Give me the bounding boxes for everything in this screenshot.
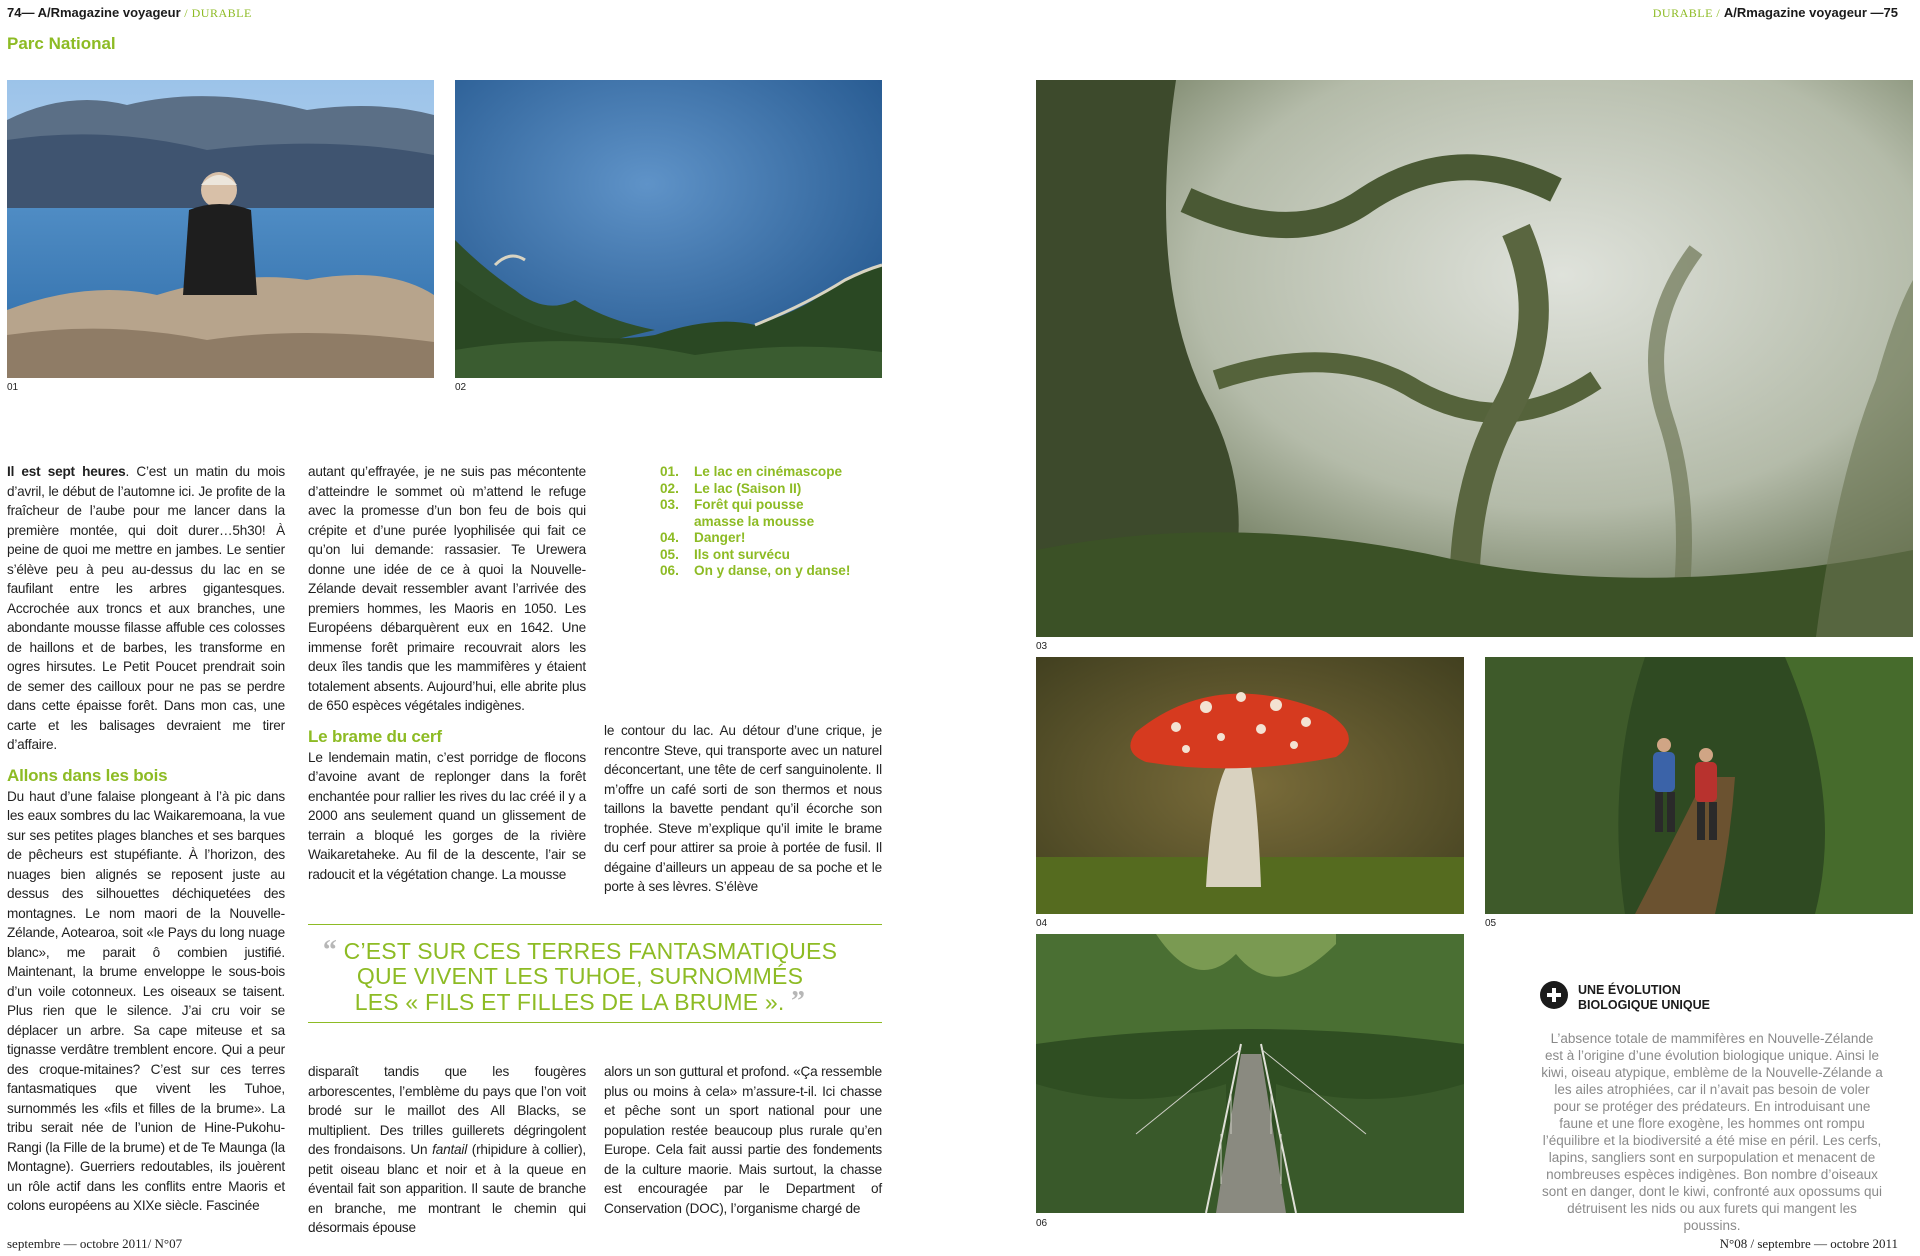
caption-01: 01 [7, 382, 19, 393]
photo-04-red-mushroom [1036, 657, 1464, 914]
article-para-1: . C’est un matin du mois d’avril, le début de l’automne ici. Je profite de la fraîcheur de l’aube pour me lancer dans la première montée, qui doit durer…5h30! À peine de quoi me mettre en jambes. Le sentier s’élève peu à peu au-dessus du lac en se faufilant entre les arbres gigantesques. Accrochée aux troncs et aux branches, une abondante mousse filasse affuble ces colosses de haillons et de barbes, les transforme en ogres hirsutes. Le Petit Poucet prendrait soin de semer des cailloux pour ne pas se perdre dans cette épaisse forêt. Dans mon cas, une carte et les balisages devraient me tirer d’affaire. [7, 464, 285, 752]
section-title: Parc National [7, 34, 116, 53]
article-lead: Il est sept heures [7, 464, 126, 479]
list-item: 05. Ils ont survécu [660, 546, 790, 562]
caption-03: 03 [1036, 641, 1048, 652]
article-para-4: Le lendemain matin, c’est porridge de flocons d’avoine avant de replonger dans la forêt enchantée pour rallier les rives du lac créé il y a 2000 ans seulement quand un glissement de terrain a bloqué les gorges de la rivière Waikaretaheke. Au fil de la descente, l’air se radoucit et la végétation change. La mousse [308, 749, 586, 882]
pullquote-rule-bottom [308, 1022, 882, 1023]
article-column-2 [308, 462, 586, 884]
list-item: 06. On y danse, on y danse! [660, 563, 851, 578]
caption-06: 06 [1036, 1218, 1048, 1229]
pullquote [300, 935, 860, 1017]
article-para-2: Du haut d’une falaise plongeant à l’à pic dans les eaux sombres du lac Waikaremoana, la vue sur ses petites plages blanches et ses barques de pêcheurs est stupéfiante. À l’horizon, des nuages bien alignés se reposent juste au dessus des silhouettes déchiquetées des montagnes. Le nom maori de la Nouvelle-Zélande, Aotearoa, soit «le Pays du long nuage blanc», me parait ô combien justifié. Maintenant, la brume enveloppe le sous-bois d’un voile cotonneux. Les oiseaux se taisent. Plus rien que le silence. J’ai cru voir se déplacer un arbre. Sa cape miteuse et sa tignasse verdâtre tremblent encore. Qui a peur des croque-mitaines? C’est sur ces terres fantasmatiques que vivent les Tuhoe, surnommés les «fils et filles de la brume». La tribu serait née de l’union de Hine-Pukohu-Rangi (la Fille de la brume) et de Te Maunga (la Montagne). Guerriers redoutables, ils jouèrent un rôle actif dans les conflits entre Maoris et colons européens au XIXe siècle. Fascinée [7, 788, 285, 1213]
article-para-3: autant qu’effrayée, je ne suis pas mécontente d’atteindre le sommet où m’attend le refuge avec la promesse d’un bon feu de bois qui crépite et d’une purée lyophilisée qui fait ce qu’on lui demande: rassasier. Te Urewera donne une idée de ce à quoi la Nouvelle-Zélande devait ressembler avant l’arrivée des premiers hommes, les Maoris en 1050. Les Européens débarquèrent eux en 1642. Une immense forêt primaire recouvrait alors les deux îles tandis que les mammifères y étaient totalement absents. Aujourd’hui, elle abrite plus de 650 espèces végétales indigènes. [308, 464, 586, 713]
list-item: 01. Le lac en cinémascope [660, 464, 843, 479]
sidebar-body: L’absence totale de mammifères en Nouvelle-Zélande est à l’origine d’une évolution biologique unique. Ainsi le kiwi, oiseau atypique, emblème de la Nouvelle-Zélande a les ailes atrophiées, car il n’avait pas besoin de voler pour se protéger des prédateurs. En introduisant une faune et une flore exogène, les hommes ont rompu l’équilibre et la biodiversité a été mise en péril. Les cerfs, lapins, sangliers sont en surpopulation et menacent de nombreuses espèces indigènes. Bon nombre d’oiseaux sont en danger, dont le kiwi, confronté aux opossums qui détruisent les nids ou aux furets qui mangent les poussins. [1541, 1031, 1883, 1233]
pullquote-line-1: C’EST SUR CES TERRES FANTASMATIQUES [343, 938, 838, 964]
article-para-7: alors un son guttural et profond. «Ça ressemble plus ou moins à cela» m’assure-t-il. Ici chasse et pêche sont un sport national pour une population restée beaucoup plus rurale qu’en Europe. Cela fait aussi partie des fondements de la culture maorie. Mais surtout, la chasse est encouragée par le Department of Conservation (DOC), l’organisme chargé de [604, 1064, 882, 1216]
article-column-3-bottom [604, 1062, 882, 1218]
quote-close-icon: ” [791, 986, 806, 1017]
photo-05-hikers-forest [1485, 657, 1913, 914]
article-column-2-bottom [308, 1062, 586, 1238]
right-page-number: 75 [1883, 5, 1898, 20]
article-para-6: le contour du lac. Au détour d’une crique, je rencontre Steve, qui transporte avec un naturel déconcertant, une tête de cerf sanguinolente. Il m’offre un café sorti de son thermos et nous taillons la bavette pendant qu’il écorche son trophée. Steve m’explique qu’il imite le brame du cerf pour attirer sa proie à portée de fusil. Il dégaine d’ailleurs un appeau de sa poche et le porte à ses lèvres. S’élève [604, 723, 882, 894]
article-column-1 [7, 462, 285, 1216]
right-magazine-name: A/Rmagazine voyageur — [1723, 5, 1884, 20]
right-section-label: DURABLE / [1652, 6, 1721, 20]
photo-03-mossy-forest [1036, 80, 1913, 637]
plus-cross-icon [1540, 981, 1568, 1009]
pullquote-line-2: QUE VIVENT LES TUHOE, SURNOMMÉS [356, 963, 804, 989]
left-section-label: / DURABLE [184, 6, 252, 20]
caption-05: 05 [1485, 918, 1497, 929]
photo-02-aerial-lake [455, 80, 882, 378]
list-item: 03. Forêt qui pousse amasse la mousse [660, 497, 815, 529]
pullquote-rule-top [308, 924, 882, 925]
pullquote-line-3: LES « FILS ET FILLES DE LA BRUME ». [354, 989, 785, 1015]
left-page-number: 74 [7, 5, 22, 20]
left-page-header [7, 5, 252, 21]
quote-open-icon: “ [322, 935, 338, 966]
photo-06-swing-bridge [1036, 934, 1464, 1213]
left-page-footer: septembre — octobre 2011/ N°07 [7, 1236, 183, 1251]
sidebar-title: UNE ÉVOLUTION BIOLOGIQUE UNIQUE [1578, 983, 1710, 1012]
photo-caption-list [660, 464, 920, 580]
photo-01-lake-hiker [7, 80, 434, 378]
article-para-5a: disparaît tandis que les fougères arborescentes, l’emblème du pays que l’on voit brodé sur le maillot des All Blacks, se multiplient. Des trilles guillerets dégringolent des frondaisons. Un [308, 1064, 586, 1157]
article-para-5-em: fantail [432, 1142, 468, 1157]
caption-02: 02 [455, 382, 467, 393]
article-column-3 [604, 721, 882, 897]
subhead-le-brame-du-cerf: Le brame du cerf [308, 726, 442, 746]
list-item: 02. Le lac (Saison II) [660, 480, 802, 496]
list-item: 04. Danger! [660, 530, 746, 545]
right-page-footer: N°08 / septembre — octobre 2011 [1719, 1236, 1898, 1251]
caption-04: 04 [1036, 918, 1048, 929]
subhead-allons-dans-les-bois: Allons dans les bois [7, 765, 168, 785]
article-para-5b: (rhipidure à collier), petit oiseau blanc et noir et à la queue en éventail fait son apparition. Il saute de branche en branche, me montrant le chemin qui désormais épouse [308, 1142, 586, 1235]
left-magazine-name: — A/Rmagazine voyageur [21, 5, 181, 20]
right-page-header [1653, 5, 1898, 21]
